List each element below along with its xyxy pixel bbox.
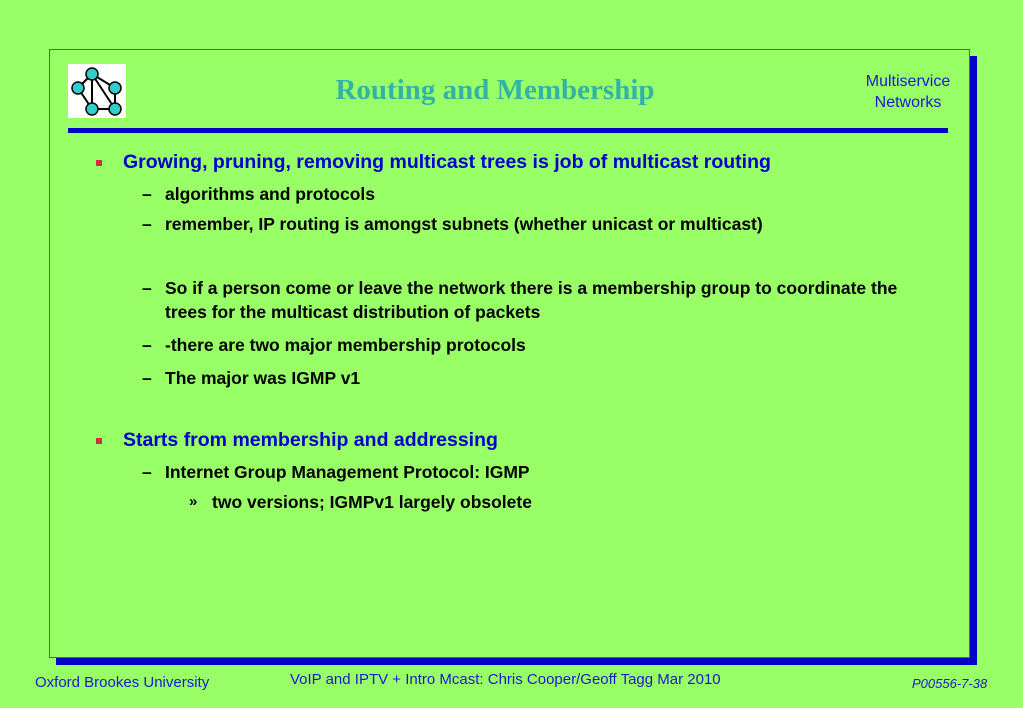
brand-line-1: Multiservice	[865, 73, 951, 90]
footer-university: Oxford Brookes University	[35, 674, 210, 691]
sub-item-igmp: Internet Group Management Protocol: IGMP	[165, 462, 530, 482]
sub-item-2: remember, IP routing is amongst subnets (whether unicast or multicast)	[165, 214, 763, 234]
dash-marker: –	[142, 184, 152, 204]
bullet-1: Growing, pruning, removing multicast trees is job of multicast routing	[123, 151, 771, 173]
subsub-item-versions: two versions; IGMPv1 largely obsolete	[212, 492, 532, 512]
dash-marker: –	[142, 368, 152, 388]
footer-course: VoIP and IPTV + Intro Mcast: Chris Cooper/Geoff Tagg Mar 2010	[290, 671, 721, 688]
dash-marker: –	[142, 462, 152, 482]
brand-line-2: Networks	[874, 94, 942, 111]
subsub-marker: »	[189, 493, 198, 510]
bullet-marker	[96, 438, 102, 444]
sub-item-5: The major was IGMP v1	[165, 368, 361, 388]
dash-marker: –	[142, 278, 152, 298]
dash-marker: –	[142, 214, 152, 234]
dash-marker: –	[142, 335, 152, 355]
sub-item-1: algorithms and protocols	[165, 184, 376, 204]
sub-item-4: -there are two major membership protocols	[165, 335, 526, 355]
brand-label	[842, 71, 974, 113]
network-graph-icon	[68, 64, 126, 118]
title-rule	[68, 128, 948, 133]
footer-slide-id: P00556-7-38	[912, 676, 988, 691]
sub-item-3: So if a person come or leave the network there is a membership group to coordinate the trees for the multicast distribution of packets	[165, 278, 898, 322]
bullet-marker	[96, 160, 102, 166]
bullet-2: Starts from membership and addressing	[123, 429, 498, 451]
slide-title: Routing and Membership	[335, 74, 655, 106]
